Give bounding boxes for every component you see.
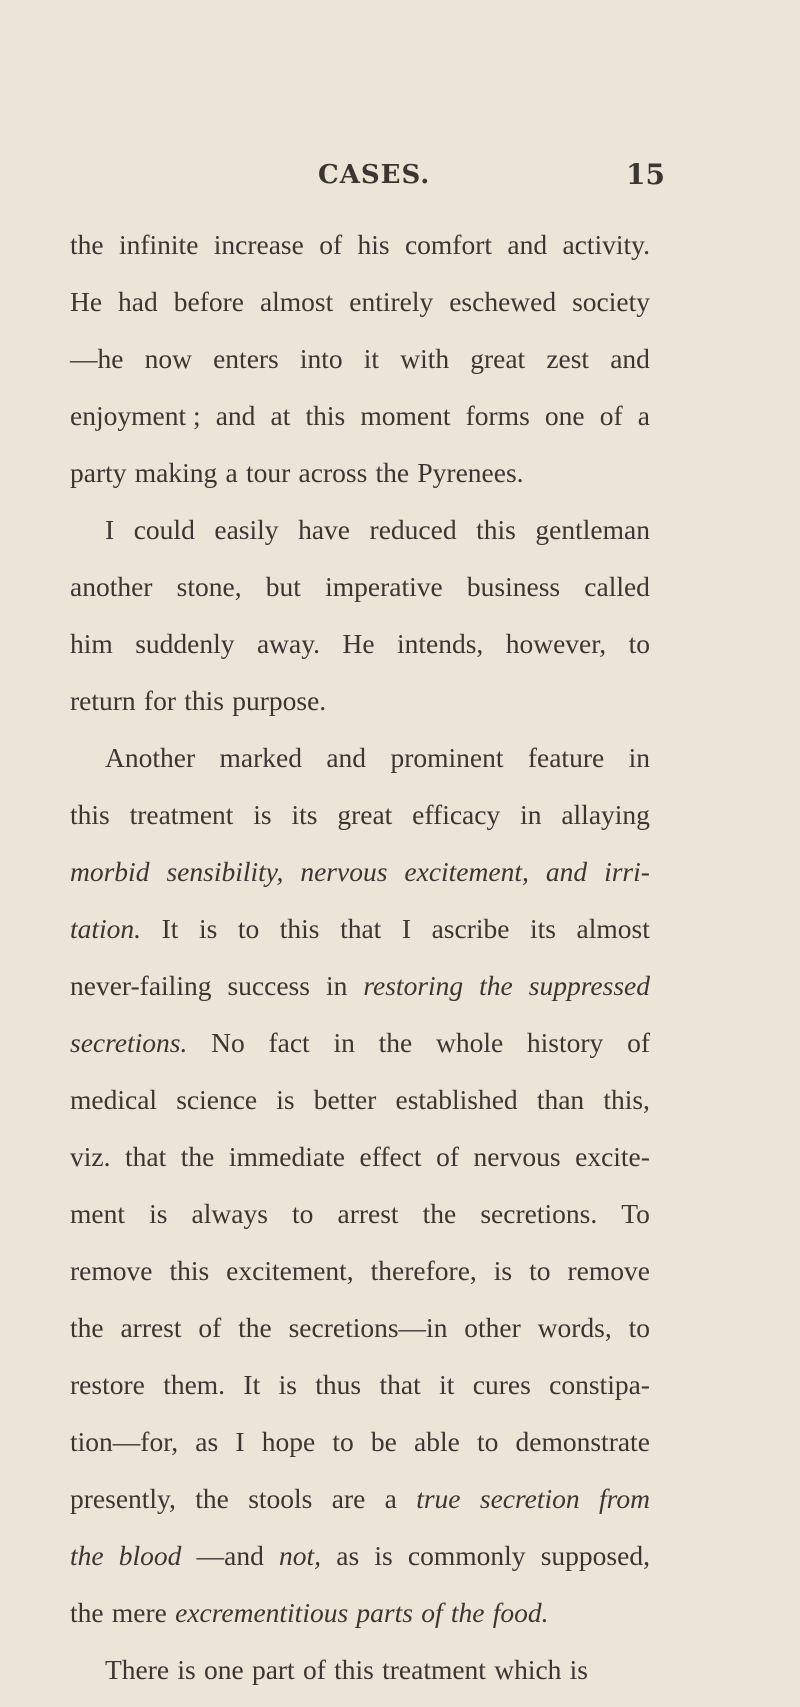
word: in <box>520 799 542 830</box>
word: sensibility, <box>166 856 284 887</box>
word: a <box>225 457 238 488</box>
text-line <box>70 1308 650 1365</box>
word: the <box>180 1141 215 1172</box>
word: easily <box>214 514 279 545</box>
word: almost <box>576 913 650 944</box>
word: business <box>466 571 561 602</box>
word: this <box>70 799 110 830</box>
word: in <box>628 742 650 773</box>
word: ment <box>70 1198 125 1229</box>
word: It <box>243 1369 261 1400</box>
word: effect <box>359 1141 422 1172</box>
word: He <box>70 286 103 317</box>
word: of <box>302 1654 326 1685</box>
word: in <box>325 970 348 1001</box>
word: morbid <box>70 856 150 887</box>
word: purpose. <box>232 685 327 716</box>
word: as <box>195 1426 219 1457</box>
text-line <box>70 1023 650 1080</box>
text-line <box>70 852 650 909</box>
word: is <box>253 799 272 830</box>
word: them. <box>163 1369 226 1400</box>
word: making <box>134 457 218 488</box>
word: at <box>270 400 291 431</box>
word: but <box>265 571 301 602</box>
word: nervous <box>300 856 388 887</box>
word: and <box>545 856 588 887</box>
word: established <box>395 1084 518 1115</box>
word: and <box>610 343 650 374</box>
text-line <box>70 1137 650 1194</box>
word: demonstrate <box>515 1426 650 1457</box>
word: the <box>422 1198 457 1229</box>
word: thus <box>315 1369 362 1400</box>
word: —he <box>70 343 124 374</box>
word: party <box>70 457 127 488</box>
word: supposed, <box>540 1540 650 1571</box>
word: excite- <box>575 1141 650 1172</box>
word: enjoyment ; <box>70 400 201 431</box>
word: the <box>450 1597 485 1628</box>
word: across <box>298 457 368 488</box>
word: prominent <box>390 742 504 773</box>
word: hope <box>261 1426 316 1457</box>
word: Pyrenees. <box>417 457 524 488</box>
word: is <box>149 1198 168 1229</box>
word: of <box>599 400 623 431</box>
word: to <box>529 1255 551 1286</box>
text-line <box>70 282 650 339</box>
word: and <box>215 400 256 431</box>
word: is <box>177 1654 196 1685</box>
text-line <box>70 1194 650 1251</box>
text-line <box>70 966 650 1023</box>
word: blood <box>118 1540 182 1571</box>
word: secretions. <box>70 1027 188 1058</box>
word: the <box>70 229 104 260</box>
word: entirely <box>349 286 434 317</box>
word: the <box>238 1312 272 1343</box>
body-text <box>70 225 650 1707</box>
word: a <box>384 1483 397 1514</box>
word: is <box>569 1654 589 1685</box>
word: to <box>628 1312 650 1343</box>
word: stools <box>248 1483 313 1514</box>
word: to <box>292 1198 314 1229</box>
word: treatment <box>129 799 234 830</box>
word: the <box>70 1312 104 1343</box>
word: is <box>493 1255 513 1286</box>
word: marked <box>219 742 302 773</box>
word: excitement, <box>404 856 529 887</box>
word: of <box>627 1027 650 1058</box>
word: great <box>337 799 393 830</box>
word: true <box>416 1483 461 1514</box>
word: arrest <box>120 1312 182 1343</box>
word: always <box>191 1198 268 1229</box>
word: I <box>401 913 412 944</box>
word: in <box>333 1027 355 1058</box>
word: is <box>276 1084 295 1115</box>
word: parts <box>356 1597 413 1628</box>
word: to <box>332 1426 354 1457</box>
word: feature <box>527 742 605 773</box>
page-header <box>0 160 800 200</box>
word: —and <box>196 1540 264 1571</box>
word: restoring <box>363 970 464 1001</box>
word: is <box>278 1369 297 1400</box>
word: cures <box>472 1369 531 1400</box>
word: that <box>125 1141 167 1172</box>
text-line <box>70 738 650 795</box>
text-line <box>70 567 650 624</box>
word: of <box>421 1597 443 1628</box>
word: of <box>319 229 343 260</box>
word: called <box>584 571 650 602</box>
word: this <box>305 400 346 431</box>
word: better <box>313 1084 377 1115</box>
running-head: CASES. <box>318 160 431 190</box>
word: arrest <box>337 1198 399 1229</box>
word: food. <box>492 1597 549 1628</box>
word: and <box>326 742 367 773</box>
word: to <box>237 913 260 944</box>
word: return <box>70 685 136 716</box>
word: forms <box>465 400 530 431</box>
word: the <box>375 457 410 488</box>
word: suppressed <box>528 970 650 1001</box>
word: that <box>340 913 382 944</box>
word: whole <box>435 1027 504 1058</box>
word: never-failing <box>70 970 212 1001</box>
word: able <box>413 1426 460 1457</box>
word: remove <box>567 1255 650 1286</box>
word: this <box>184 685 224 716</box>
word: No <box>211 1027 245 1058</box>
word: the <box>70 1597 104 1628</box>
word: could <box>133 514 195 545</box>
word: his <box>357 229 390 260</box>
word: the <box>195 1483 229 1514</box>
text-line <box>70 1365 650 1422</box>
word: the <box>479 970 513 1001</box>
word: away. <box>256 628 321 659</box>
text-line <box>70 1080 650 1137</box>
word: of <box>198 1312 222 1343</box>
text-line <box>70 909 650 966</box>
word: commonly <box>407 1540 526 1571</box>
word: mere <box>111 1597 167 1628</box>
word: secretions. <box>480 1198 598 1229</box>
word: comfort <box>404 229 492 260</box>
word: now <box>144 343 192 374</box>
word: great <box>470 343 526 374</box>
word: history <box>526 1027 604 1058</box>
word: other <box>464 1312 521 1343</box>
text-line <box>70 453 650 510</box>
word: its <box>530 913 556 944</box>
word: science <box>176 1084 258 1115</box>
word: part <box>251 1654 295 1685</box>
word: infinite <box>118 229 199 260</box>
word: remove <box>70 1255 153 1286</box>
word: He <box>342 628 375 659</box>
word: therefore, <box>370 1255 477 1286</box>
word: to <box>476 1426 499 1457</box>
word: than <box>536 1084 585 1115</box>
text-line <box>70 624 650 681</box>
word: this, <box>603 1084 650 1115</box>
text-line <box>70 1650 650 1707</box>
word: it <box>363 343 380 374</box>
text-line <box>70 1479 650 1536</box>
word: constipa- <box>549 1369 650 1400</box>
word: efficacy <box>412 799 501 830</box>
word: zest <box>546 343 590 374</box>
word: another <box>70 571 153 602</box>
word: intends, <box>396 628 484 659</box>
word: had <box>118 286 158 317</box>
word: enters <box>213 343 279 374</box>
word: the <box>70 1540 104 1571</box>
word: have <box>298 514 350 545</box>
word: this <box>334 1654 374 1685</box>
word: I <box>105 514 115 545</box>
word: I <box>235 1426 245 1457</box>
word: a <box>637 400 650 431</box>
page-number: 15 <box>626 158 665 191</box>
word: to <box>628 628 650 659</box>
word: suddenly <box>135 628 235 659</box>
word: stone, <box>176 571 242 602</box>
word: its <box>291 799 318 830</box>
word: tour <box>245 457 291 488</box>
word: success <box>227 970 310 1001</box>
word: is <box>374 1540 393 1571</box>
word: immediate <box>228 1141 345 1172</box>
word: viz. <box>70 1141 111 1172</box>
word: excrementitious <box>175 1597 349 1628</box>
word: which <box>494 1654 562 1685</box>
word: one <box>544 400 585 431</box>
word: treatment <box>382 1654 486 1685</box>
word: To <box>621 1198 650 1229</box>
word: from <box>599 1483 650 1514</box>
word: gentleman <box>535 514 650 545</box>
word: imperative <box>325 571 443 602</box>
word: presently, <box>70 1483 176 1514</box>
word: this <box>169 1255 210 1286</box>
text-line <box>70 339 650 396</box>
word: There <box>105 1654 170 1685</box>
word: before <box>173 286 244 317</box>
word: not, <box>279 1540 322 1571</box>
word: and <box>507 229 548 260</box>
word: be <box>370 1426 397 1457</box>
word: Another <box>105 742 196 773</box>
word: are <box>331 1483 366 1514</box>
word: activity. <box>562 229 650 260</box>
word: eschewed <box>449 286 557 317</box>
word: It <box>161 913 179 944</box>
word: society <box>572 286 650 317</box>
word: excitement, <box>226 1255 354 1286</box>
text-line <box>70 1251 650 1308</box>
word: one <box>203 1654 244 1685</box>
word: as <box>336 1540 360 1571</box>
text-line <box>70 396 650 453</box>
word: nervous <box>473 1141 561 1172</box>
word: ascribe <box>431 913 510 944</box>
word: tation. <box>70 913 142 944</box>
word: words, <box>537 1312 612 1343</box>
text-line <box>70 225 650 282</box>
word: allaying <box>561 799 650 830</box>
text-line <box>70 1422 650 1479</box>
word: tion—for, <box>70 1426 179 1457</box>
word: however, <box>505 628 607 659</box>
word: of <box>436 1141 459 1172</box>
word: the <box>378 1027 413 1058</box>
word: secretions—in <box>288 1312 448 1343</box>
word: with <box>400 343 450 374</box>
word: irri- <box>604 856 650 887</box>
word: increase <box>213 229 304 260</box>
word: into <box>299 343 343 374</box>
word: secretion <box>479 1483 580 1514</box>
word: this <box>279 913 320 944</box>
word: medical <box>70 1084 158 1115</box>
word: it <box>439 1369 455 1400</box>
word: moment <box>360 400 451 431</box>
word: him <box>70 628 113 659</box>
word: for <box>143 685 176 716</box>
word: this <box>476 514 516 545</box>
word: reduced <box>369 514 457 545</box>
text-line <box>70 510 650 567</box>
word: is <box>198 913 218 944</box>
text-line <box>70 795 650 852</box>
text-line <box>70 1536 650 1593</box>
text-line <box>70 1593 650 1650</box>
text-line <box>70 681 650 738</box>
word: restore <box>70 1369 145 1400</box>
word: almost <box>259 286 334 317</box>
word: that <box>379 1369 421 1400</box>
word: fact <box>268 1027 310 1058</box>
